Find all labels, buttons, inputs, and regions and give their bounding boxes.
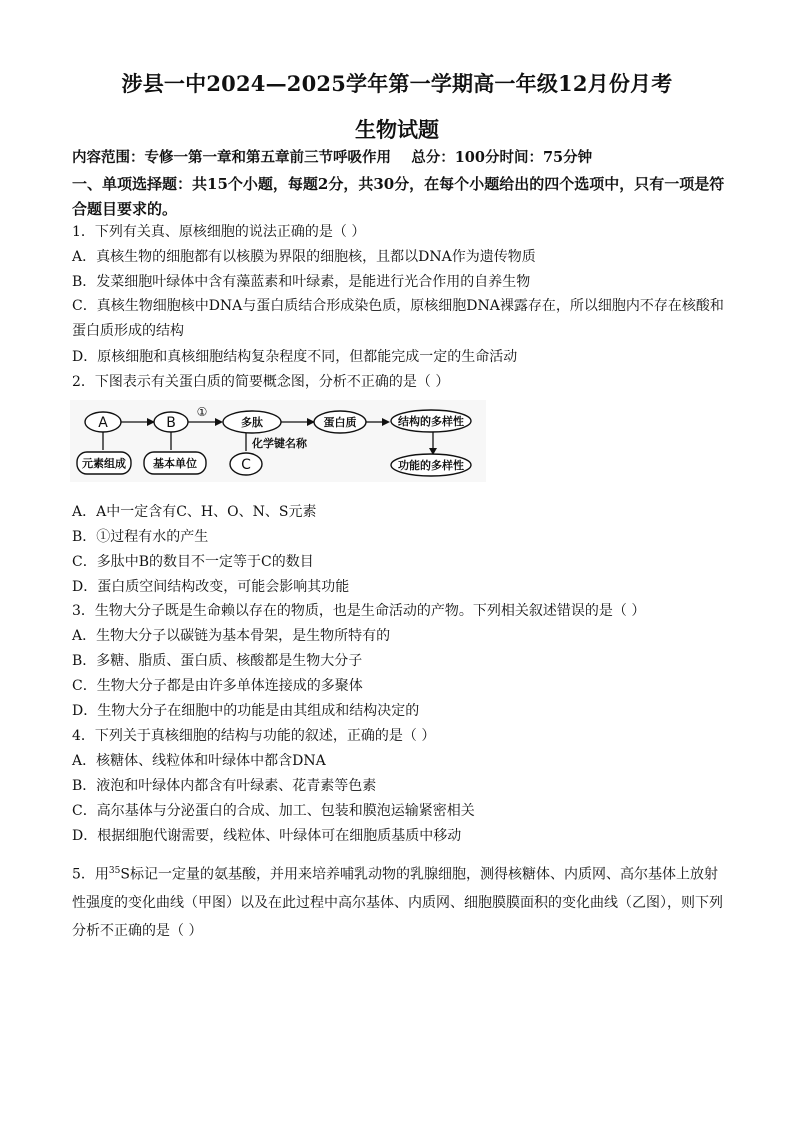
q1-option-b: B．发菜细胞叶绿体中含有藻蓝素和叶绿素，是能进行光合作用的自养生物 [72,274,531,290]
concept-map-svg [70,400,486,482]
q2-option-b: B．①过程有水的产生 [72,529,209,545]
q4-option-d: D．根据细胞代谢需要，线粒体、叶绿体可在细胞质基质中移动 [72,828,462,844]
exam-title: 涉县一中2024—2025学年第一学期高一年级12月份月考 [121,71,673,96]
q1-stem: 1．下列有关真、原核细胞的说法正确的是（ ） [72,224,366,240]
q1-option-d: D．原核细胞和真核细胞结构复杂程度不同，但都能完成一定的生命活动 [72,349,518,365]
q3-option-b: B．多糖、脂质、蛋白质、核酸都是生物大分子 [72,653,363,669]
section-heading: 一、单项选择题：共15个小题，每题2分，共30分，在每个小题给出的四个选项中，只有一项是符合题目要求的。 [72,175,725,218]
node-c-label: C [241,457,251,473]
q4-option-c: C．高尔基体与分泌蛋白的合成、加工、包装和膜泡运输紧密相关 [72,803,475,819]
node-basic-unit-label: 基本单位 [153,457,197,470]
q2-option-d: D．蛋白质空间结构改变，可能会影响其功能 [72,579,350,595]
q5-stem [72,857,724,945]
step-one-mark: ① [196,405,208,419]
node-protein-label: 蛋白质 [323,416,357,429]
node-structure-diversity-label: 结构的多样性 [398,415,464,428]
q3-option-d: D．生物大分子在细胞中的功能是由其组成和结构决定的 [72,703,420,719]
q4-option-b: B．液泡和叶绿体内都含有叶绿素、花青素等色素 [72,778,377,794]
protein-concept-map [70,400,486,482]
q3-option-c: C．生物大分子都是由许多单体连接成的多聚体 [72,678,363,694]
bond-name-label: 化学键名称 [252,437,307,450]
q2-option-c: C．多肽中B的数目不一定等于C的数目 [72,554,314,570]
q4-option-a: A．核糖体、线粒体和叶绿体中都含DNA [72,753,326,769]
q5-rest: S标记一定量的氨基酸，并用来培养哺乳动物的乳腺细胞，测得核糖体、内质网、高尔基体上放射性强度的变化曲线（甲图）以及在此过程中高尔基体、内质网、细胞膜膜面积的变化曲线（乙图），则下列分析不正确的是（ ） [72,866,723,939]
q2-option-a: A．A中一定含有C、H、O、N、S元素 [72,504,317,520]
node-a-label: A [98,415,108,431]
q2-stem: 2．下图表示有关蛋白质的简要概念图，分析不正确的是（ ） [72,374,450,390]
q5-prefix: 5．用 [72,866,109,883]
node-b-label: B [166,415,176,431]
node-function-diversity-label: 功能的多样性 [398,459,464,472]
q4-stem: 4．下列关于真核细胞的结构与功能的叙述，正确的是（ ） [72,728,436,744]
q3-stem: 3．生物大分子既是生命赖以存在的物质，也是生命活动的产物。下列相关叙述错误的是（ ） [72,603,646,619]
node-peptide-label: 多肽 [241,416,263,429]
q3-option-a: A．生物大分子以碳链为基本骨架，是生物所特有的 [72,628,391,644]
exam-subtitle: 生物试题 [355,117,439,142]
node-element-composition-label: 元素组成 [82,457,126,470]
q1-option-c: C．真核生物细胞核中DNA与蛋白质结合形成染色质，原核细胞DNA裸露存在，所以细胞内不存在核酸和蛋白质形成的结构 [72,298,724,339]
q1-option-a: A．真核生物的细胞都有以核膜为界限的细胞核，且都以DNA作为遗传物质 [72,249,536,265]
q5-isotope-mass: 35 [108,866,121,876]
exam-info-line: 内容范围：专修一第一章和第五章前三节呼吸作用 总分：100分时间：75分钟 [72,149,593,166]
